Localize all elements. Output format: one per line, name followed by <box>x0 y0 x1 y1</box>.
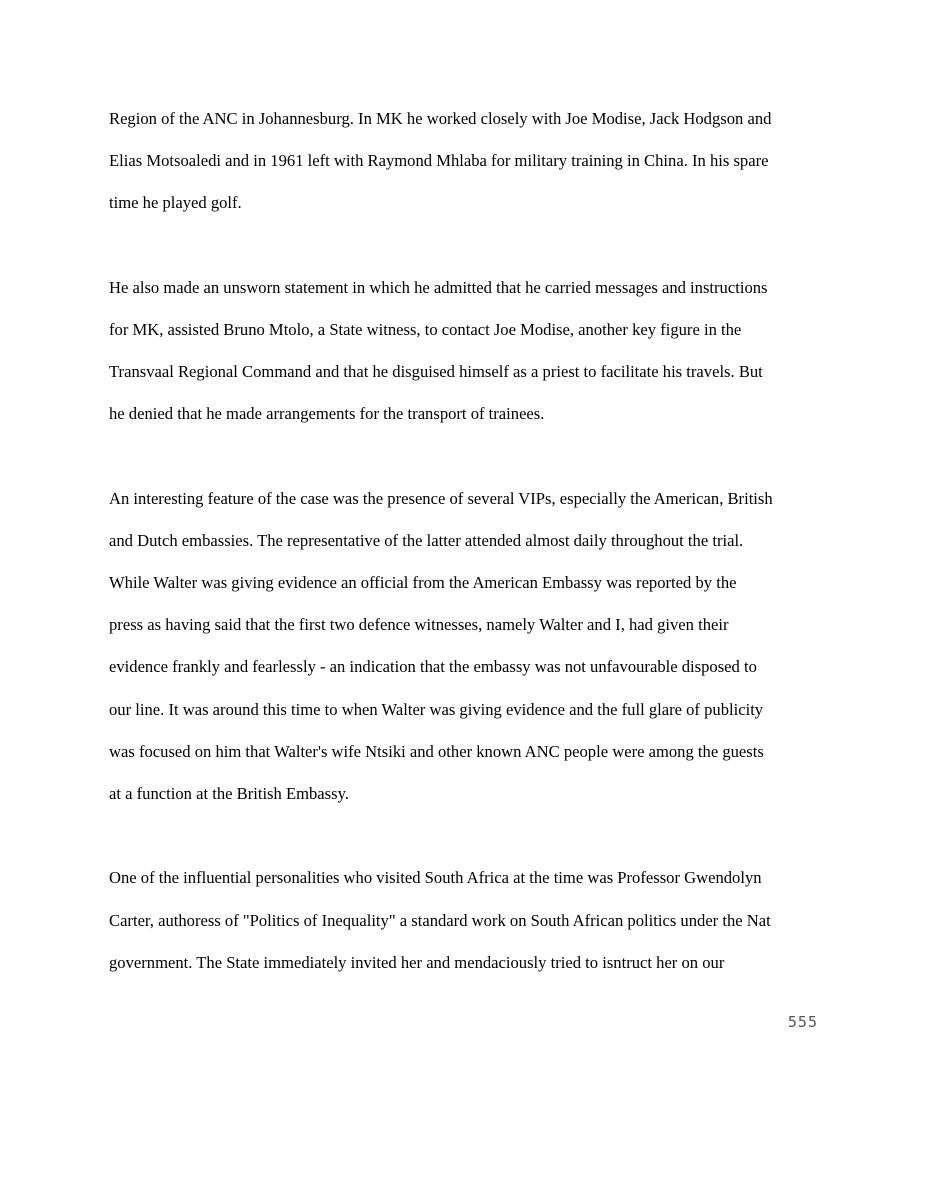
text-line: was focused on him that Walter's wife Ntsiki and other known ANC people were among the guests <box>109 741 764 761</box>
paragraph-1 <box>109 98 829 225</box>
body-text <box>109 98 829 984</box>
text-line: Transvaal Regional Command and that he disguised himself as a priest to facilitate his travels. But <box>109 362 763 382</box>
paragraph-2 <box>109 267 829 436</box>
paragraph-3 <box>109 478 829 816</box>
text-line: While Walter was giving evidence an official from the American Embassy was reported by the <box>109 573 737 593</box>
text-line: and Dutch embassies. The representative of the latter attended almost daily throughout the trial. <box>109 530 744 550</box>
text-line: Carter, authoress of "Politics of Inequality" a standard work on South African politics under the Nat <box>109 910 771 930</box>
text-line: at a function at the British Embassy. <box>109 784 349 803</box>
text-line: evidence frankly and fearlessly - an indication that the embassy was not unfavourable disposed to <box>109 657 757 677</box>
text-line: press as having said that the first two defence witnesses, namely Walter and I, had given their <box>109 615 729 635</box>
text-line: he denied that he made arrangements for the transport of trainees. <box>109 404 545 424</box>
text-line: He also made an unsworn statement in which he admitted that he carried messages and instructions <box>109 277 768 297</box>
paragraph-gap <box>109 436 829 478</box>
text-line: time he played golf. <box>109 193 242 213</box>
text-line: our line. It was around this time to when Walter was giving evidence and the full glare of publicity <box>109 699 764 719</box>
paragraph-gap <box>109 815 829 857</box>
text-line: Elias Motsoaledi and in 1961 left with Raymond Mhlaba for military training in China. In his spare <box>109 151 769 171</box>
page-number: 555 <box>787 1013 818 1031</box>
text-line: government. The State immediately invited her and mendaciously tried to isntruct her on our <box>109 952 725 972</box>
paragraph-gap <box>109 225 829 267</box>
text-line: An interesting feature of the case was the presence of several VIPs, especially the American, British <box>109 488 773 508</box>
text-line: One of the influential personalities who visited South Africa at the time was Professor Gwendolyn <box>109 868 762 888</box>
text-line: for MK, assisted Bruno Mtolo, a State witness, to contact Joe Modise, another key figure in the <box>109 319 742 339</box>
text-line: Region of the ANC in Johannesburg. In MK he worked closely with Joe Modise, Jack Hodgson and <box>109 109 772 128</box>
paragraph-4 <box>109 857 829 984</box>
